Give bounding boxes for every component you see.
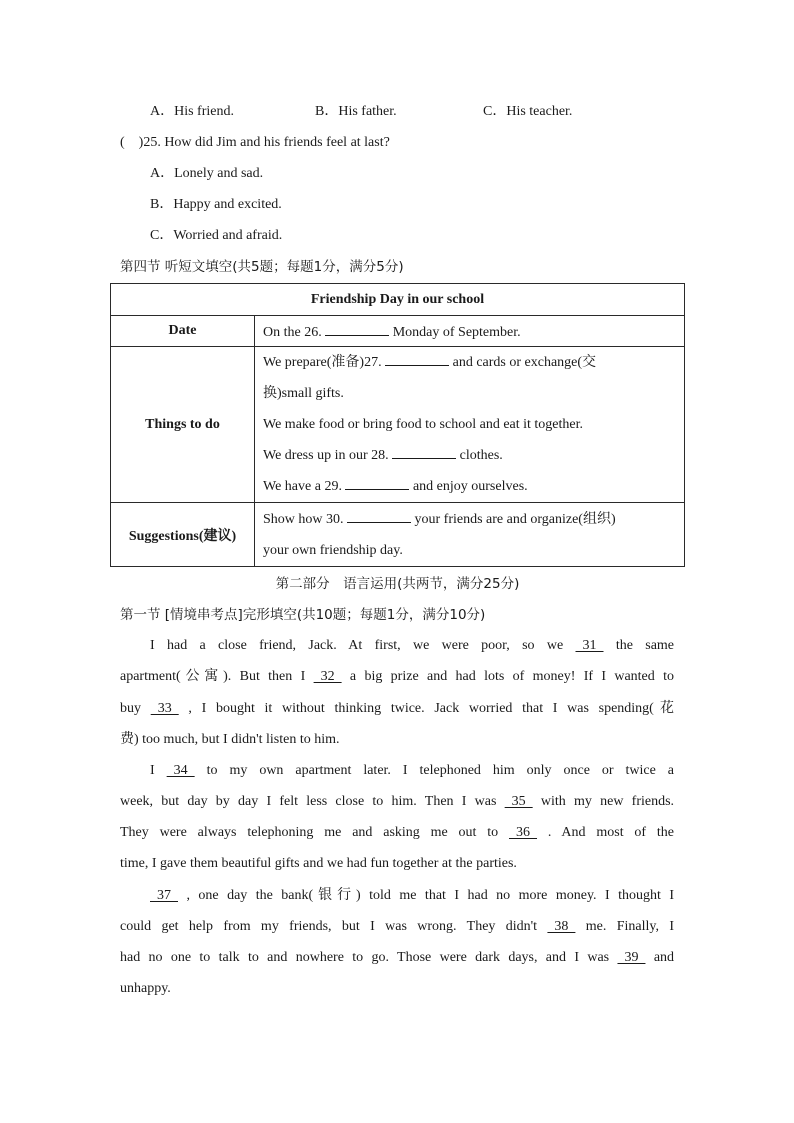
date-label: Date [111,316,255,347]
q25-option-b: B．Happy and excited. [150,197,282,212]
blank-32[interactable]: 32 [313,669,342,684]
q24-option-a: A．His friend. [150,104,234,119]
q24-options [150,102,610,122]
blank-38[interactable]: 38 [547,919,576,934]
blank-29[interactable] [345,475,409,490]
blank-31[interactable]: 31 [575,638,604,653]
blank-35[interactable]: 35 [504,794,533,809]
blank-34[interactable]: 34 [166,763,195,778]
blank-27[interactable] [385,351,449,366]
table-title: Friendship Day in our school [111,284,685,316]
blank-37[interactable]: 37 [150,888,178,903]
friendship-day-table [110,283,685,567]
passage-line-3: buy 33 , I bought it without thinking twice. Jack worried that I was spending(花 [120,699,674,719]
passage-line-8: time, I gave them beautiful gifts and we had fun together at the parties. [120,856,517,871]
suggestions-cell: Show how 30. your friends are and organize(组织) your own friendship day. [255,503,685,567]
blank-30[interactable] [347,508,411,523]
section4-title: 第四节 听短文填空(共5题；每题1分，满分5分) [120,259,404,275]
things-cell: We prepare(准备)27. and cards or exchange(交 换)small gifts. We make food or bring food to school and eat it together. We dress up in our 28. clothes. We have a 29. and enjoy ourselves. [255,347,685,503]
q25-option-c: C．Worried and afraid. [150,228,283,243]
passage-line-9: 37 , one day the bank(银行) told me that I had no more money. I thought I [150,886,674,906]
part2-title: 第二部分 语言运用(共两节，满分25分) [275,576,520,592]
blank-39[interactable]: 39 [617,950,646,965]
suggestions-label: Suggestions(建议) [111,503,255,567]
passage-line-11: had no one to talk to and nowhere to go. Those were dark days, and I was 39 and [120,948,674,968]
section1-title: 第一节 [情境串考点]完形填空(共10题；每题1分，满分10分) [120,607,486,623]
date-cell: On the 26. Monday of September. [255,316,685,347]
blank-36[interactable]: 36 [509,825,538,840]
passage-line-1: I had a close friend, Jack. At first, we were poor, so we 31 the same [150,636,674,656]
passage-line-2: apartment(公寓). But then I 32 a big prize and had lots of money! If I wanted to [120,667,674,687]
things-label: Things to do [111,347,255,503]
q25-option-a: A．Lonely and sad. [150,166,264,181]
passage-line-7: They were always telephoning me and asking me out to 36 . And most of the [120,823,674,843]
blank-33[interactable]: 33 [150,701,179,716]
q24-option-c: C．His teacher. [483,104,573,119]
passage-line-6: week, but day by day I felt less close to him. Then I was 35 with my new friends. [120,792,674,812]
passage-line-10: could get help from my friends, but I was wrong. They didn't 38 me. Finally, I [120,917,674,937]
blank-28[interactable] [392,444,456,459]
passage-line-4: 费) too much, but I didn't listen to him. [120,732,340,747]
q25-stem: ( )25. How did Jim and his friends feel at last? [120,135,390,150]
q24-option-b: B．His father. [315,104,397,119]
blank-26[interactable] [325,321,389,336]
passage-line-12: unhappy. [120,981,171,996]
passage-line-5: I 34 to my own apartment later. I telephoned him only once or twice a [150,761,674,781]
